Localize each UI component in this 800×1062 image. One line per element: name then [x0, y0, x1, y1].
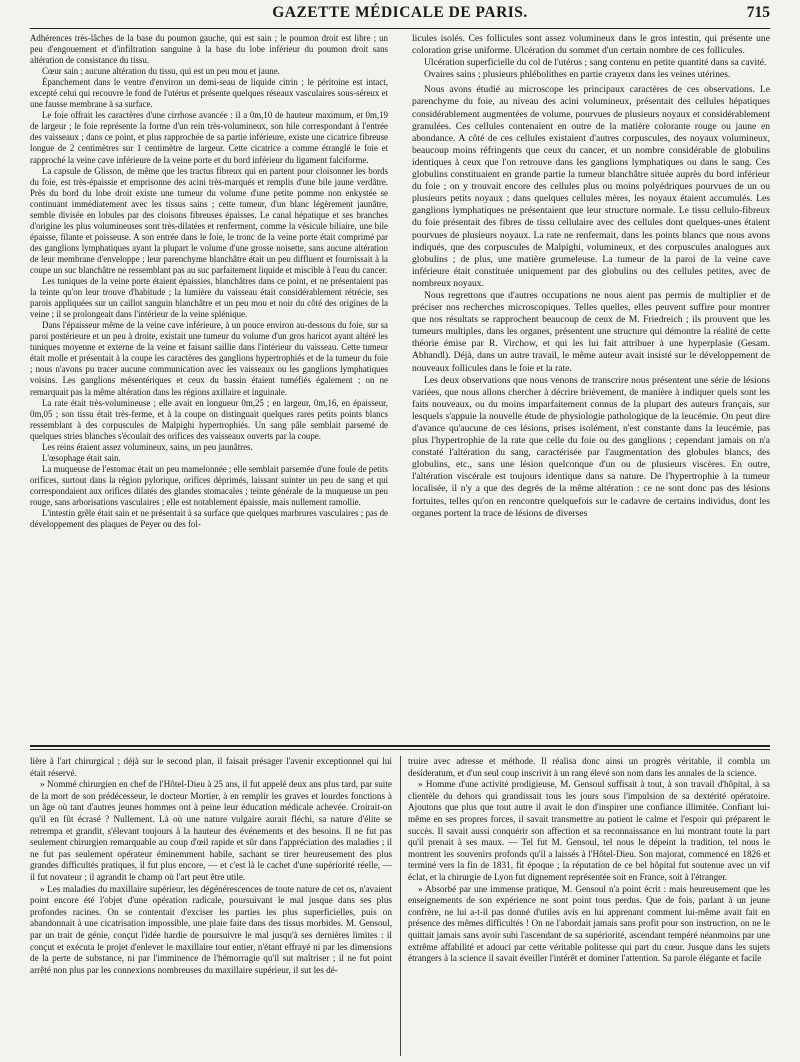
- paragraph: » Les maladies du maxillaire supérieur, les dégénérescences de toute nature de cet os, n'avaient point encore été l'objet d'une opération radicale, poursuivant le mal jusque dans ses plus profondes racines. On se contentait d'exciser les parties les plus superficielles, puis on abandonnait à une cicatrisation impossible, une plaie faite dans des tissus morbides. M. Gensoul, par un trait de génie, conçut l'idée hardie de poursuivre le mal jusqu'à ses dernières limites : il conçut et exécuta le projet d'enlever le maxillaire tout entier, n'étant effrayé ni par les dimensions de la perte de substance, ni par l'imminence de l'hémorragie qu'il sut maîtriser ; il ne fut point arrêté non plus par les connexions nombreuses du maxillaire supérieur, il sut les dé-: [30, 883, 392, 975]
- paragraph: L'intestin grêle était sain et ne présentait à sa surface que quelques marbrures vasculaires ; pas de développement des plaques de Peyer ou des fol-: [30, 508, 388, 530]
- lower-right-column: [408, 756, 770, 1056]
- paragraph: Les tuniques de la veine porte étaient épaissies, blanchâtres dans ce point, et ne présentaient pas la teinte qu'on leur trouve d'habitude ; la lumière du vaisseau était considérablement rétrécie, ses parois appliquées sur un caillot sanguin blanchâtre et un peu mou et noir du côté des origines de la veine ; il se prolongeait dans l'intérieur de la veine splénique.: [30, 276, 388, 320]
- paragraph: Les reins étaient assez volumineux, sains, un peu jaunâtres.: [42, 441, 253, 452]
- paragraph: Dans l'épaisseur même de la veine cave inférieure, à un pouce environ au-dessous du foie, sur sa paroi postérieure et un peu à droite, existait une tumeur du volume d'un gros haricot ayant altéré les tuniques moyenne et externe de la veine et faisant saillie dans l'intérieur du vaisseau. Cette tumeur était molle et présentait à la coupe les caractères des ganglions hypertrophiés et de la tumeur du foie ; nous n'avons pu tracer aucune communication avec les vaisseaux ou les ganglions lymphatiques voisins. Les ganglions mésentériques et ceux du bassin étaient tuméfiés également ; on ne remarquait pas la même altération dans les régions axillaire et inguinale.: [30, 320, 388, 397]
- paragraph: » Absorbé par une immense pratique, M. Gensoul n'a point écrit : mais heureusement que les enseignements de son expérience ne sont point tous perdus. Que de fois, parlant à un jeune confrère, ne lui a-t-il pas donné d'utiles avis en lui apprenant comment lui-même avait fait en présence des mêmes difficultés ! On ne l'abordait jamais sans profit pour son instruction, on ne le quittait jamais sans avoir subi l'ascendant de sa supériorité, ascendant tempéré néanmoins par une extrême affabilité et adouci par cette véritable politesse qui part du cœur. Jusque dans les sujets étrangers à la science il savait éveiller l'intérêt et dominer l'attention. Sa parole élégante et facile: [408, 883, 770, 964]
- paragraph: L'œsophage était sain.: [42, 452, 121, 463]
- paragraph: Ulcération superficielle du col de l'utérus ; sang contenu en petite quantité dans sa cavité.: [424, 57, 767, 69]
- paragraph: Cœur sain ; aucune altération du tissu, qui est un peu mou et jaune.: [42, 66, 280, 77]
- paragraph: La rate était très-volumineuse ; elle avait en longueur 0m,25 ; en largeur, 0m,16, en épaisseur, 0m,05 ; son tissu était très-ferme, et à la coupe on distinguait quelques rares petits points blancs ressemblant à des corpuscules de Malpighi hypertrophiés. Un sang pâle semblait parsemé de quelques stries blanches s'écoulait des orifices des vaisseaux ouverts par la coupe.: [30, 397, 388, 441]
- upper-section: [30, 33, 770, 741]
- paragraph: Le foie offrait les caractères d'une cirrhose avancée : il a 0m,10 de hauteur maximum, et 0m,19 de largeur ; le foie représente la forme d'un rein très-volumineux, son hile correspondant à l'entrée des vaisseaux ; dans ce point, et plus rapprochée de sa partie inférieure, existe une cicatrice fibreuse longue de 2 centimètres sur 1 centimètre de largeur. Cette cicatrice a comme étranglé le foie et rapproché la veine cave inférieure de la veine porte et du bord inférieur du ligament falciforme.: [30, 110, 388, 165]
- lower-section: [30, 756, 770, 1056]
- upper-right-column: [412, 33, 770, 741]
- header-rule: [30, 28, 770, 29]
- paragraph: lière à l'art chirurgical ; déjà sur le second plan, il faisait présager l'avenir exceptionnel qui lui était réservé.: [30, 756, 392, 778]
- page-header: [30, 4, 770, 26]
- paragraph: Nous avons étudié au microscope les principaux caractères de ces observations. Le parenchyme du foie, au niveau des acini volumineux, présentait des cellules hépatiques considérablement augmentées de volume, pourvues de plusieurs noyaux et considérablement granulées. Ces cellules contenaient en outre de la matière colorante rouge ou jaune en abondance. A côté de ces cellules existaient d'autres corpuscules, des noyaux volumineux, beaucoup moins réfringents que ceux du cancer, et un nombre considérable de globulins identiques à ceux que l'on retrouve dans les ganglions lymphatiques ou dans le sang. Ces globulins constituaient en grande partie la tumeur blanchâtre située auprès du bord inférieur du foie ; on y trouvait encore des cellules plus ou moins polyédriques pourvues de un ou plusieurs petits noyaux ; dans quelques cellules mères, les noyaux étaient accumulés. Les ganglions lymphatiques ne présentaient que leur structure normale. Le tissu cellulo-fibreux du foie présentait des fibres de tissu cellulaire avec des cellules dont quelques-unes étaient pourvues de plusieurs noyaux. La rate ne renfermait, dans les points blancs que nous avons indiqués, que des corpuscules de Malpighi, volumineux, et des corpuscules analogues aux globulins ; de plus, une matière grumeleuse. La tumeur de la paroi de la veine cave inférieure était constituée uniquement par des globulins ou des cellules petites, avec de nombreux noyaux.: [412, 84, 770, 289]
- paragraph: licules isolés. Ces follicules sont assez volumineux dans le gros intestin, qui présente une coloration grise uniforme. Ulcération du sommet d'un certain nombre de ces follicules.: [412, 33, 770, 57]
- paragraph: La capsule de Glisson, de même que les tractus fibreux qui en partent pour cloisonner les bords du foie, est très-épaissie et emprisonne des acini très-marqués et remplis d'une bile jaune verdâtre. Près du bord du lobe droit existe une tumeur du volume d'une petite pomme non enkystée se continuant immédiatement avec les tissus sains ; cette tumeur, d'un blanc légèrement jaunâtre, semble divisée en lobules par des cloisons fibreuses épaisses. Le canal hépatique et ses branches d'origine les plus volumineuses sont très-dilatées et renferment, comme la vésicule biliaire, une bile épaisse, filante et poisseuse. A son entrée dans le foie, le tronc de la veine porte était comprimé par des ganglions lymphatiques ayant la plupart le volume d'une grosse noisette, sans aucune altération de leur membrane d'enveloppe ; leur parenchyme blanchâtre était un peu diffluent et fournissait à la coupe un suc blanchâtre ne ressemblant pas au suc parfaitement liquide et miscible à l'eau du cancer.: [30, 165, 388, 275]
- paragraph: » Homme d'une activité prodigieuse, M. Gensoul suffisait à tout, à son travail d'hôpital, à sa clientèle du dehors qui grandissait tous les jours sous l'impulsion de sa dextérité opératoire. Ajoutons que plus que tout autre il avait le don d'inspirer une confiance illimitée. Confiant lui-même en ses propres forces, il savait transmettre au patient le calme et l'espoir qui préparent le succès. Il savait aussi conquérir son affection et sa reconnaissance en lui montrant toute la part qu'il prenait à ses maux. — Tel fut M. Gensoul, tel nous le dépeint la tradition, tel nous le montrent les souvenirs profonds qu'il a laissés à l'Hôtel-Dieu. Son majorat, commencé en 1826 et terminé vers la fin de 1831, fit époque ; la réputation de ce bel hôpital fut soutenue avec un vif éclat, et la chirurgie de Lyon fut dignement représentée soit en France, soit à l'étranger.: [408, 779, 770, 882]
- paragraph: » Nommé chirurgien en chef de l'Hôtel-Dieu à 25 ans, il fut appelé deux ans plus tard, par suite de la mort de son prédécesseur, le docteur Mortier, à en remplir les graves et lourdes fonctions à un âge où tant d'autres jeunes hommes ont à peine leur éducation médicale achevée. Croirait-on qu'il en fût écrasé ? Nullement. Là où une nature vulgaire aurait fléchi, sa nature d'élite se retrempa et grandit, s'élevant toujours à la hauteur des événements et des besoins. Il ne fut pas seulement chirurgien remarquable au coup d'œil rapide et sûr dans l'appréciation des maladies ; il ne fut pas seulement opérateur éminemment habile, sachant se tirer heureusement des plus grandes difficultés pratiques, il fut plus encore, — et c'est là le cachet d'une supériorité réelle, — il fut novateur ; il agrandit le champ où l'art peut être utile.: [30, 779, 392, 882]
- paragraph: Adhérences très-lâches de la base du poumon gauche, qui est sain ; le poumon droit est libre ; un peu d'engouement et d'infiltration sanguine à la base du lobe inférieur du poumon droit sans altération de consistance du tissu.: [30, 33, 388, 66]
- paragraph: La muqueuse de l'estomac était un peu mamelonnée ; elle semblait parsemée d'une foule de petits orifices, surtout dans la région pylorique, orifices déprimés, laissant suinter un peu de sang et qui correspondaient aux orifices dilatés des glandes stomacales ; teinte générale de la muqueuse un peu rouge, sans arborisations vasculaires ; elle est notablement épaissie, mais nullement ramollie.: [30, 463, 388, 507]
- paragraph: truire avec adresse et méthode. Il réalisa donc ainsi un progrès véritable, il combla un desideratum, et d'un seul coup inscrivit à un rang élevé son nom dans les annales de la science.: [408, 756, 770, 778]
- paragraph: Épanchement dans le ventre d'environ un demi-seau de liquide citrin ; le péritoine est intact, excepté celui qui recouvre le fond de l'utérus et présente quelques réseaux vasculaires sous-séreux et une fausse membrane à sa surface.: [30, 77, 388, 110]
- paragraph: Les deux observations que nous venons de transcrire nous présentent une série de lésions variées, que nous allons chercher à décrire brièvement, de manière à indiquer quels sont les faits nouveaux, ou du moins imparfaitement connus de la plupart des auteurs français, sur lesquels s'appuie la nouvelle étude de physiologie pathologique de la leucémie. On peut dire d'avance qu'aucune de ces lésions, prises isolément, n'est constante dans la leucémie, pas plus l'hypertrophie de la rate que celle du foie ou des ganglions ; cependant jamais on n'a constaté l'altération du sang, caractérisée par l'augmentation des globules blancs, des globulins, etc., sans une lésion quelconque d'un ou de plusieurs viscères. En outre, l'altération viscérale est toujours identique dans sa nature. De l'hypertrophie à la tumeur localisée, il n'y a que des degrés de la même altération : ce ne sont donc pas des lésions fortuites, telles qu'on en rencontre quelquefois sur le cadavre de certains individus, dont les organes portent la trace de lésions de diverses: [412, 374, 770, 519]
- lower-left-column: [30, 756, 392, 1056]
- paragraph: Ovaires sains ; plusieurs phlébolithes en partie crayeux dans les veines utérines.: [424, 69, 731, 81]
- section-rule-thin: [30, 749, 770, 750]
- section-rule: [30, 745, 770, 747]
- paragraph: Nous regrettons que d'autres occupations ne nous aient pas permis de multiplier et de préciser nos recherches microscopiques. Telles quelles, elles peuvent suffire pour montrer que nos résultats se rapprochent beaucoup de ceux de M. Friedreich ; ils prouvent que les tumeurs multiples, dans les organes, présentent une structure qui démontre la réalité de cette théorie émise par R. Virchow, et qui les lui fait attribuer à une hyperplasie (Gesam. Abhandl). Déjà, dans un autre travail, le même auteur avait insisté sur le développement de nouveaux follicules dans le foie et la rate.: [412, 289, 770, 374]
- column-separator: [400, 756, 401, 1056]
- upper-left-column: [30, 33, 388, 741]
- page-number: 715: [746, 4, 770, 21]
- journal-title: GAZETTE MÉDICALE DE PARIS.: [272, 4, 528, 21]
